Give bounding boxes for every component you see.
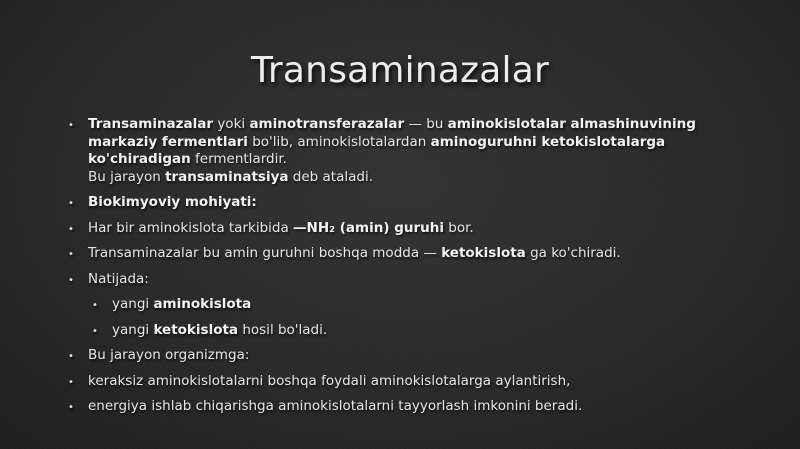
list-item	[68, 245, 718, 263]
list-item	[68, 373, 718, 391]
text: hosil bo'ladi.	[238, 321, 328, 338]
bullet-icon: •	[68, 402, 74, 413]
slide-title: Transaminazalar	[251, 50, 549, 91]
bullet-list	[68, 116, 718, 424]
text: bor.	[443, 219, 474, 236]
list-item	[68, 116, 718, 186]
text: fermentlardir.	[190, 151, 287, 167]
bullet-icon: •	[68, 249, 74, 260]
text: Natijada:	[88, 270, 149, 287]
list-item	[68, 220, 718, 238]
text: bo'lib, aminokislotalardan	[247, 133, 431, 150]
text: Transaminazalar bu amin guruhni boshqa modda —	[88, 245, 442, 261]
list-item	[68, 194, 718, 212]
term-transaminatsiya: transaminatsiya	[165, 168, 289, 185]
bullet-icon: •	[68, 223, 74, 235]
term-transfer: aminoguruhni ketokislotalarga ko'chiradigan	[88, 133, 666, 167]
text: keraksiz aminokislotalarni boshqa foydali aminokislotalarga aylantirish,	[88, 372, 571, 389]
text: Bu jarayon	[88, 168, 166, 185]
text: yangi	[112, 296, 154, 312]
term-central-enzymes: aminokislotalar almashinuvining markaziy fermentlari	[88, 116, 696, 150]
bullet-icon: •	[68, 274, 74, 286]
bullet-icon: •	[92, 300, 98, 311]
bullet-icon: •	[68, 351, 74, 362]
sub-list-item	[68, 322, 718, 340]
term-ketokislota: ketokislota	[153, 321, 239, 338]
list-item	[68, 398, 718, 416]
term-amin-group: —NH₂ (amin) guruhi	[293, 219, 444, 236]
term-aminotransferazalar: aminotransferazalar	[249, 116, 405, 132]
text: ga ko'chiradi.	[525, 245, 621, 261]
term-transaminazalar: Transaminazalar	[88, 116, 214, 132]
text: Har bir aminokislota tarkibida	[88, 219, 294, 236]
term-ketokislota: ketokislota	[441, 245, 526, 261]
bullet-icon: •	[68, 120, 74, 131]
text: yoki	[213, 116, 250, 132]
term-aminokislota: aminokislota	[153, 296, 252, 312]
text: Bu jarayon organizmga:	[88, 347, 250, 363]
bullet-icon: •	[92, 325, 98, 337]
sub-list-item	[68, 296, 718, 314]
section-heading: Biokimyoviy mohiyati:	[88, 194, 257, 210]
bullet-icon: •	[68, 198, 74, 209]
bullet-icon: •	[68, 376, 74, 388]
list-item	[68, 271, 718, 289]
text: yangi	[112, 321, 154, 338]
text: deb ataladi.	[288, 168, 373, 185]
text: — bu	[404, 116, 448, 132]
text: energiya ishlab chiqarishga aminokislotalarni tayyorlash imkonini beradi.	[88, 398, 583, 414]
list-item	[68, 347, 718, 365]
